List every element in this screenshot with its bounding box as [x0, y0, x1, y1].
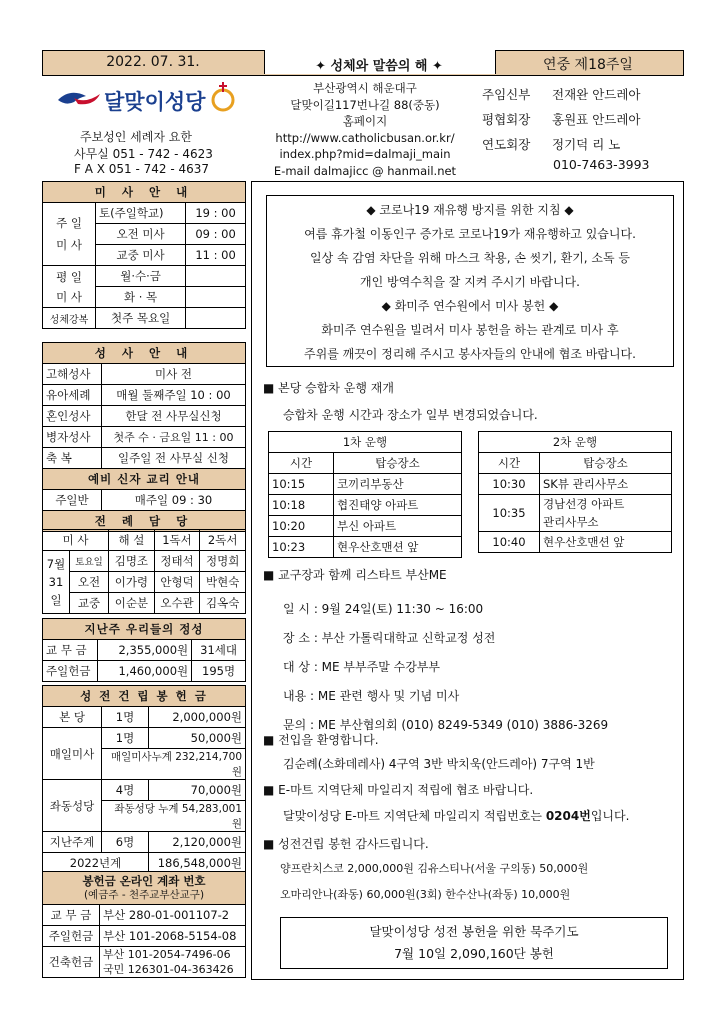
account-table: 봉헌금 온라인 계좌 번호 (예금주 - 천주교부산교구) 교 무 금 부산 280-01-001107-2 주일헌금 부산 101-2068-5154-08 건축헌금 부산 101-2054-7496-06 국민 126301-04-363426 — [42, 871, 246, 978]
building-fund-table: 성 전 건 립 봉 헌 금 본 당 1명 2,000,000원 매일미사 1명 50,000원 매일미사누계 232,214,700원 좌동성당 4명 70,000원 좌동성당 누계 54,283,001원 지난주계 6명 2,120,000원 2022년계 186,548,000원 — [42, 685, 246, 874]
shuttle-table-2: 2차 운행 시간 탑승장소 10:30 SK뷰 관리사무소 10:35 경남선경 아파트 관리사무소 10:40 현우산호맨션 앞 — [478, 431, 672, 553]
year-theme: ✦ 성체와 말씀의 해 ✦ — [315, 59, 443, 74]
parish-name: 달맞이성당 — [104, 90, 206, 114]
mass-table: 미 사 안 내 주 일 미 사 토(주일학교) 19 : 00 오전 미사 09 : 00 교중 미사 11 : 00 평 일 미 사 월·수·금 화 · 목 성체강복 첫주 목요일 — [42, 181, 246, 329]
emart-title: ■ E-마트 지역단체 마일리지 적립에 협조 바랍니다. — [263, 783, 534, 797]
welcome-title: ■ 전입을 환영합니다. — [263, 733, 379, 747]
patron-saint: 주보성인 세례자 요한 — [80, 130, 192, 144]
shuttle-title: ■ 본당 승합차 운행 재개 — [263, 381, 394, 395]
staff-list: 주임신부 전재완 안드레아 평협회장 홍원표 안드레아 연도회장 정기덕 리 노 — [482, 87, 641, 152]
address-block: 부산광역시 해운대구 달맞이길117번나길 88(중동) 홈페이지 http://www.catholicbusan.or.kr/ index.php?mid=dalmaji_main E-mail dalmajicc @ hanmail.net — [273, 81, 457, 178]
offering-table: 지난주 우리들의 정성 교 무 금 2,355,000원 31세대 주일헌금 1,460,000원 195명 — [42, 618, 246, 682]
dove-logo-icon — [56, 86, 102, 108]
liturgical-week: 연중 제18주일 — [543, 57, 633, 73]
me-title: ■ 교구장과 함께 리스타트 부산ME — [263, 568, 447, 582]
office-phone: 사무실 051 - 742 - 4623 — [74, 147, 213, 161]
thanks-row-1: 양프란치스코 2,000,000원 김유스티나(서울 구의동) 50,000원 — [280, 862, 589, 875]
rosary-box: 달맞이성당 성전 봉헌을 위한 묵주기도 7월 10일 2,090,160단 봉헌 — [280, 917, 668, 969]
shuttle-desc: 승합차 운행 시간과 장소가 일부 변경되었습니다. — [283, 408, 538, 422]
contact-phone: 010-7463-3993 — [553, 157, 650, 172]
thanks-title: ■ 성전건립 봉헌 감사드립니다. — [263, 837, 429, 851]
liturgy-table: 미 사 해 설 1독서 2독서 7월 31일 토요일 김명조 정태석 정명희 오전 이가령 안형덕 박현숙 교중 이순분 오수관 김옥숙 — [42, 529, 246, 614]
welcome-text: 김순례(소화데레사) 4구역 3반 박치욱(안드레아) 7구역 1반 — [283, 757, 595, 771]
notice-box: ◆ 코로나19 재유행 방지를 위한 지침 ◆ 여름 휴가철 이동인구 증가로 코로나19가 재유행하고 있습니다. 일상 속 감염 차단을 위해 마스크 착용, 손 씻기, 환기, 소독 등 개인 방역수칙을 잘 지켜 주시기 바랍니다. ◆ 화미주 연수원에서 미사 봉헌 ◆ 화미주 연수원을 빌려서 미사 봉헌을 하는 관계로 미사 후 주위를 깨끗이 정리해 주시고 봉사자들의 안내에 협조 바랍니다. — [266, 195, 674, 367]
sacrament-table: 성 사 안 내 고해성사 미사 전 유아세례 매월 둘째주일 10 : 00 혼인성사 한달 전 사무실신청 병자성사 첫주 수 · 금요일 11 : 00 축 복 일주일 전 사무실 신청 예비 신자 교리 안내 주일반 매주일 09 : 30 전 례 담 당 — [42, 342, 246, 532]
emart-text: 달맞이성당 E-마트 지역단체 마일리지 적립번호는 0204번입니다. — [283, 809, 630, 823]
fax-number: F A X 051 - 742 - 4637 — [74, 162, 210, 176]
thanks-row-2: 오마리안나(좌동) 60,000원(3회) 한수산나(좌동) 10,000원 — [280, 888, 571, 901]
moon-church-icon — [210, 80, 236, 114]
issue-date: 2022. 07. 31. — [106, 54, 200, 70]
me-details: 일 시 : 9월 24일(토) 11:30 ~ 16:00 장 소 : 부산 가톨릭대학교 신학교정 성전 대 상 : ME 부부주말 수강부부 내용 : ME 관련 행사 및 기념 미사 문의 : ME 부산협의회 (010) 8249-5349 (010) 3886-3269 — [283, 602, 609, 732]
shuttle-table-1: 1차 운행 시간 탑승장소 10:15 코끼리부동산 10:18 협진태양 아파트 10:20 부신 아파트 10:23 현우산호맨션 앞 — [268, 431, 462, 558]
